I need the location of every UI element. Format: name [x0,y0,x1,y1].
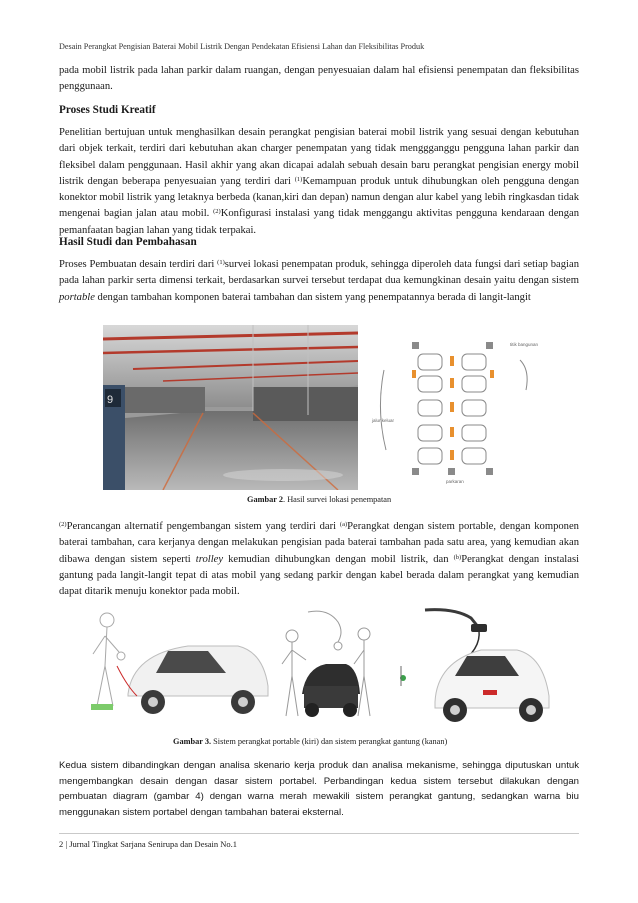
closing-paragraph: Kedua sistem dibandingkan dengan analisa skenario kerja produk dan analisa mekanisme, sehingga diputuskan untuk mengembangkan desain dengan dasar sistem portabel. Perbandingan kedua sistem tersebut dilakukan dengan pembuatan diagram (gambar 4) dengan warna merah mewakili sistem perangkat gantung, sedangkan warna biu menggunakan sistem portabel dengan tambahan baterai eksternal. [59,760,579,818]
caption-text: Sistem perangkat portable (kiri) dan sistem perangkat gantung (kanan) [211,737,448,746]
text-run: Penelitian bertujuan untuk menghasilkan desain perangkat pengisian baterai mobil listrik yang sesuai dengan kebutuhan dari objek terkait, terdiri dari kebutuhan akan charger penempatan yang tidak menggganggu pengguna lahan parkir dan fleksibel dalam penggunaan. Hasil akhir yang akan dicapai adalah sebuah desain baru perangkat pengisian energy mobil listrik dengan beberapa penyesuaian yang terdiri dari [59,127,579,187]
italic-term: trolley [195,553,224,565]
caption-text: . Hasil survei lokasi penempatan [283,495,392,504]
superscript-marker: (a) [339,521,348,528]
figure2-caption [247,495,391,504]
superscript-marker: (1) [294,175,303,183]
parking-lot-photo [103,325,358,490]
diagram-label-top-right: titik bangunan [510,342,539,347]
footer-divider [59,833,579,834]
paragraph-design-alternatives [59,519,579,600]
text-run: Proses Pembuatan desain terdiri dari [59,259,218,270]
heading-results: Hasil Studi dan Pembahasan [59,236,197,248]
figure3-caption [173,737,447,746]
portable-system-sketch [83,606,273,728]
italic-term: portable [59,291,95,303]
text-run: dengan tambahan komponen baterai tambahan dan sistem yang penempatannya berada di langit-langit [94,291,531,303]
paragraph-creative-study [59,125,579,239]
paragraph-results [59,257,579,306]
superscript-marker: (2) [59,521,67,528]
intro-paragraph: pada mobil listrik pada lahan parkir dalam ruangan, dengan penyesuaian dalam hal efisiensi penempatan dan fleksibilitas penggunaan. [59,65,579,93]
text-run: Perangkat dengan instalasi gantung pada langit-langit tepat di atas mobil yang sedang parkir dengan kabel berada dalam perangkat yang kemudian dapat ditarik menuju konektor pada mobil. [59,553,580,598]
heading-creative-study: Proses Studi Kreatif [59,104,156,116]
text-run: kemudian dihubungkan dengan mobil listrik, dan [223,553,454,565]
page-footer: 2 | Jurnal Tingkat Sarjana Senirupa dan Desain No.1 [59,839,238,849]
ceiling-charger-car-render [395,606,560,728]
running-head: Desain Perangkat Pengisian Baterai Mobil Listrik Dengan Pendekatan Efisiensi Lahan dan Fleksibilitas Produk [59,42,425,51]
superscript-marker: (1) [217,259,225,266]
text-run: Perancangan alternatif pengembangan sistem yang terdiri dari [66,521,340,532]
caption-label: Gambar 3. [173,737,212,746]
text-run: Konfigurasi instalasi yang tidak menggangu aktivitas pengguna kendaraan dengan pemanfaatan bagian lahan yang tidak terpakai. [59,208,579,236]
ceiling-system-sketch [278,606,375,728]
text-run: Perangkat dengan sistem portable, dengan komponen baterai tambahan, cara kerjanya dengan melakukan pengisian pada baterai tambahan pada satu area, yang kemudian akan dibawa dengan sistem seperti [59,521,579,565]
text-run: survei lokasi penempatan produk, sehingga diperoleh data fungsi dari setiap bagian pada lahan parkir serta dimensi terkait, berdasarkan survei tersebut terdapat dua kemungkinan desain yaitu dengan sistem [59,259,579,287]
caption-label: Gambar 2 [247,495,284,504]
parking-layout-diagram [370,330,540,490]
superscript-marker: (b) [453,553,462,561]
superscript-marker: (2) [213,208,221,216]
diagram-label-left: jalur keluar [372,418,395,423]
text-run: Kemampuan produk untuk dihubungkan oleh pengguna dengan konektor mobil listrik yang letaknya berbeda (kanan,kiri dan depan) namun dengan alur kabel yang lebih ringkasdan tidak mengenai bagian jalan atau mobil. [59,175,579,220]
svg-text:9: 9 [107,394,114,406]
diagram-label-bottom: parkaran [446,479,464,484]
